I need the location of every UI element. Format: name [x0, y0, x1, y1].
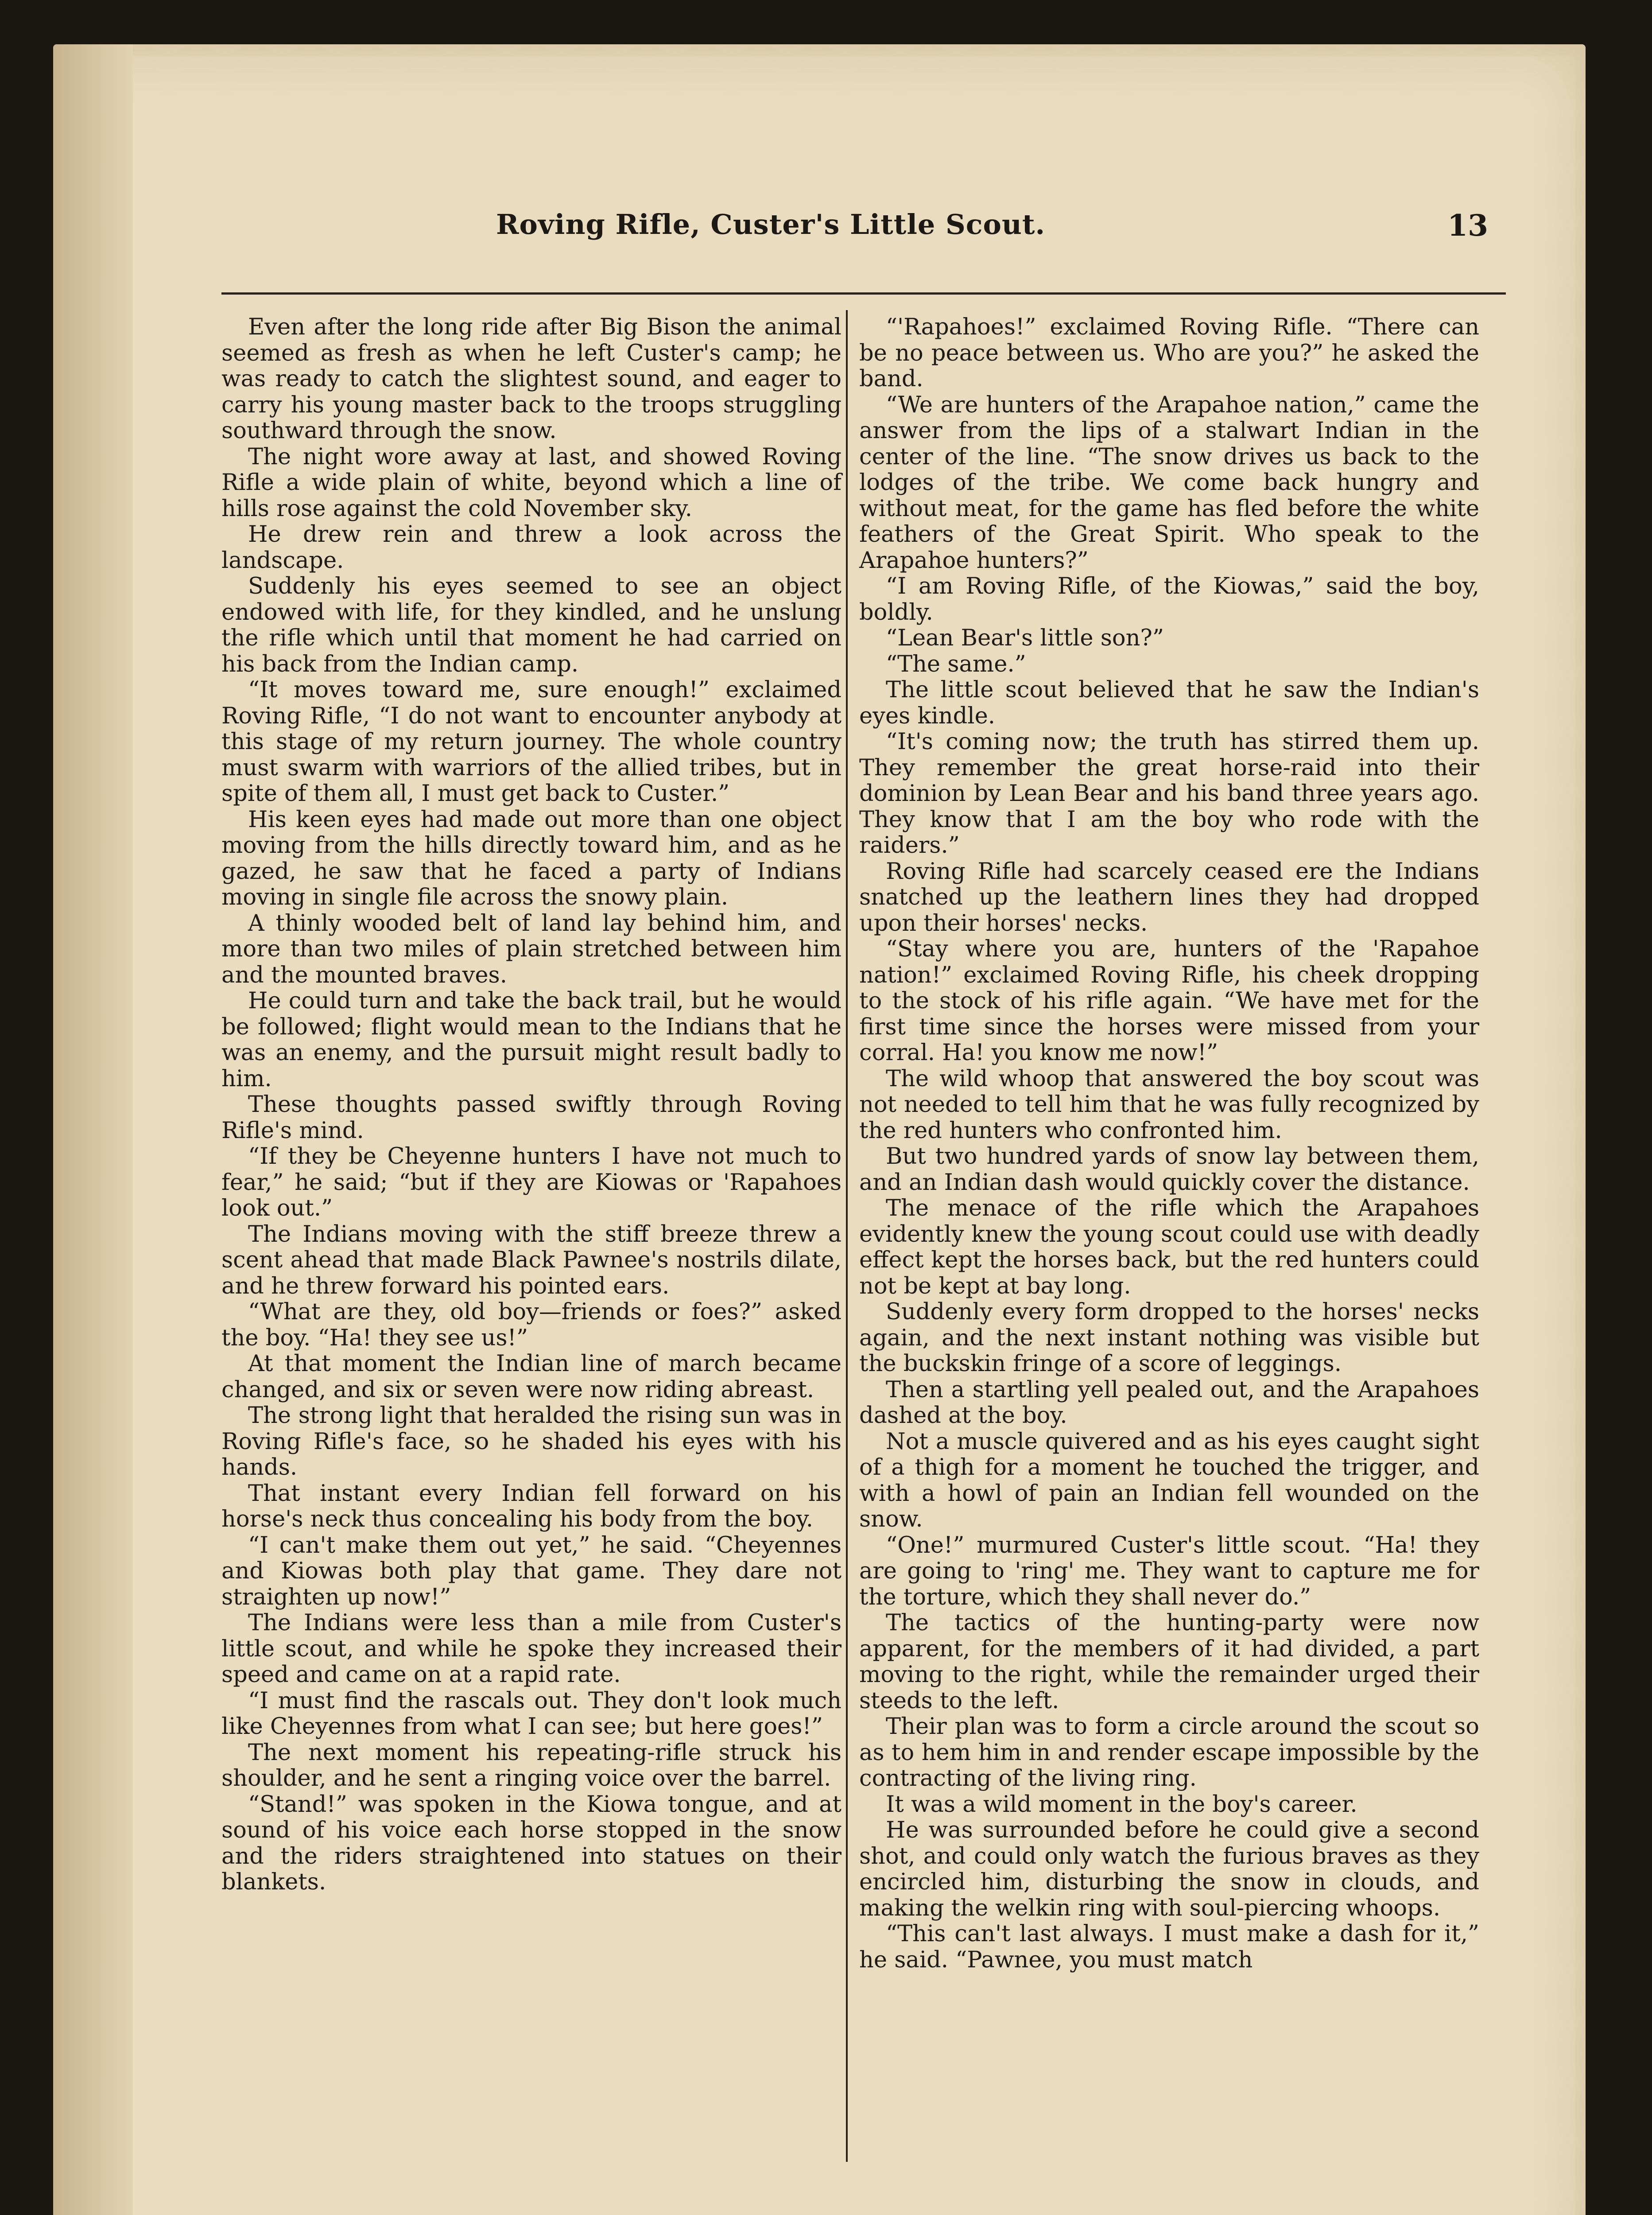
paragraph: The wild whoop that answered the boy scout was not needed to tell him that he was fully recognized by the red hunters who confronted him. [859, 1065, 1479, 1144]
paragraph: That instant every Indian fell forward on his horse's neck thus concealing his body from the boy. [221, 1480, 842, 1532]
paragraph: The night wore away at last, and showed Roving Rifle a wide plain of white, beyond which a line of hills rose against the cold November sky. [221, 443, 842, 522]
paragraph: At that moment the Indian line of march became changed, and six or seven were now riding abreast. [221, 1351, 842, 1403]
paragraph: The next moment his repeating-rifle struck his shoulder, and he sent a ringing voice over the barrel. [221, 1739, 842, 1791]
paragraph: “If they be Cheyenne hunters I have not much to fear,” he said; “but if they are Kiowas or 'Rapahoes look out.” [221, 1143, 842, 1221]
paragraph: These thoughts passed swiftly through Roving Rifle's mind. [221, 1092, 842, 1144]
paragraph: The Indians were less than a mile from Custer's little scout, and while he spoke they increased their speed and came on at a rapid rate. [221, 1610, 842, 1688]
paragraph: The Indians moving with the stiff breeze threw a scent ahead that made Black Pawnee's nostrils dilate, and he threw forward his pointed ears. [221, 1221, 842, 1299]
paragraph: “I can't make them out yet,” he said. “Cheyennes and Kiowas both play that game. They dare not straighten up now!” [221, 1532, 842, 1610]
paragraph: The strong light that heralded the rising sun was in Roving Rifle's face, so he shaded his eyes with his hands. [221, 1403, 842, 1481]
paragraph: He drew rein and threw a look across the landscape. [221, 521, 842, 574]
paragraph: “We are hunters of the Arapahoe nation,” came the answer from the lips of a stalwart Indian in the center of the line. “The snow drives us back to the lodges of the tribe. We come back hungry and without meat, for the game has fled before the white feathers of the Great Spirit. Who speak to the Arapahoe hunters?” [859, 392, 1479, 574]
column-divider [846, 310, 848, 2162]
paragraph: “It moves toward me, sure enough!” exclaimed Roving Rifle, “I do not want to encounter anybody at this stage of my return journey. The whole country must swarm with warriors of the allied tribes, but in spite of them all, I must get back to Custer.” [221, 677, 842, 807]
paragraph: He was surrounded before he could give a second shot, and could only watch the furious braves as they encircled him, disturbing the snow in clouds, and making the welkin ring with soul-piercing whoops. [859, 1817, 1479, 1921]
paragraph: “It's coming now; the truth has stirred them up. They remember the great horse-raid into their dominion by Lean Bear and his band three years ago. They know that I am the boy who rode with the raiders.” [859, 729, 1479, 859]
paragraph: He could turn and take the back trail, but he would be followed; flight would mean to the Indians that he was an enemy, and the pursuit might result badly to him. [221, 988, 842, 1092]
running-title: Roving Rifle, Custer's Little Scout. [496, 208, 1046, 241]
paragraph: “Stay where you are, hunters of the 'Rapahoe nation!” exclaimed Roving Rifle, his cheek dropping to the stock of his rifle again. “We have met for the first time since the horses were missed from your corral. Ha! you know me now!” [859, 936, 1479, 1066]
scanned-page [53, 44, 1586, 2215]
paragraph: Not a muscle quivered and as his eyes caught sight of a thigh for a moment he touched the trigger, and with a howl of pain an Indian fell wounded on the snow. [859, 1428, 1479, 1532]
paragraph: “One!” murmured Custer's little scout. “Ha! they are going to 'ring' me. They want to capture me for the torture, which they shall never do.” [859, 1532, 1479, 1610]
paragraph: Suddenly every form dropped to the horses' necks again, and the next instant nothing was visible but the buckskin fringe of a score of leggings. [859, 1299, 1479, 1377]
paragraph: Suddenly his eyes seemed to see an object endowed with life, for they kindled, and he unslung the rifle which until that moment he had carried on his back from the Indian camp. [221, 573, 842, 677]
paragraph: Then a startling yell pealed out, and the Arapahoes dashed at the boy. [859, 1376, 1479, 1429]
paragraph: “The same.” [886, 651, 1026, 677]
paragraph: It was a wild moment in the boy's career. [886, 1791, 1357, 1818]
paragraph: “Stand!” was spoken in the Kiowa tongue, and at sound of his voice each horse stopped in the snow and the riders straightened into statues on their blankets. [221, 1791, 842, 1895]
right-column [859, 315, 1479, 1973]
page-spine-shadow [53, 44, 133, 2215]
paragraph: The menace of the rifle which the Arapahoes evidently knew the young scout could use with deadly effect kept the horses back, but the red hunters could not be kept at bay long. [859, 1195, 1479, 1299]
paragraph: A thinly wooded belt of land lay behind him, and more than two miles of plain stretched between him and the mounted braves. [221, 910, 842, 988]
paragraph: “'Rapahoes!” exclaimed Roving Rifle. “There can be no peace between us. Who are you?” he asked the band. [859, 314, 1479, 392]
paragraph: Their plan was to form a circle around the scout so as to hem him in and render escape impossible by the contracting of the living ring. [859, 1714, 1479, 1791]
left-column [221, 315, 842, 1896]
paragraph: “I must find the rascals out. They don't look much like Cheyennes from what I can see; but here goes!” [221, 1687, 842, 1740]
paragraph: The tactics of the hunting-party were now apparent, for the members of it had divided, a part moving to the right, while the remainder urged their steeds to the left. [859, 1610, 1479, 1714]
paragraph: “What are they, old boy—friends or foes?” asked the boy. “Ha! they see us!” [221, 1299, 842, 1351]
paragraph: “I am Roving Rifle, of the Kiowas,” said the boy, boldly. [859, 573, 1479, 626]
paragraph: His keen eyes had made out more than one object moving from the hills directly toward him, and as he gazed, he saw that he faced a party of Indians moving in single file across the snowy plain. [221, 806, 842, 910]
page-number: 13 [1447, 208, 1488, 243]
page-header [496, 208, 1488, 257]
paragraph: “Lean Bear's little son?” [886, 625, 1164, 651]
paragraph: Even after the long ride after Big Bison the animal seemed as fresh as when he left Custer's camp; he was ready to catch the slightest sound, and eager to carry his young master back to the troops struggling southward through the snow. [221, 314, 842, 444]
paragraph: The little scout believed that he saw the Indian's eyes kindle. [859, 677, 1479, 729]
paragraph: But two hundred yards of snow lay between them, and an Indian dash would quickly cover the distance. [859, 1143, 1479, 1196]
header-rule [221, 292, 1506, 295]
paragraph: “This can't last always. I must make a dash for it,” he said. “Pawnee, you must match [859, 1921, 1479, 1973]
paragraph: Roving Rifle had scarcely ceased ere the Indians snatched up the leathern lines they had dropped upon their horses' necks. [859, 858, 1479, 937]
